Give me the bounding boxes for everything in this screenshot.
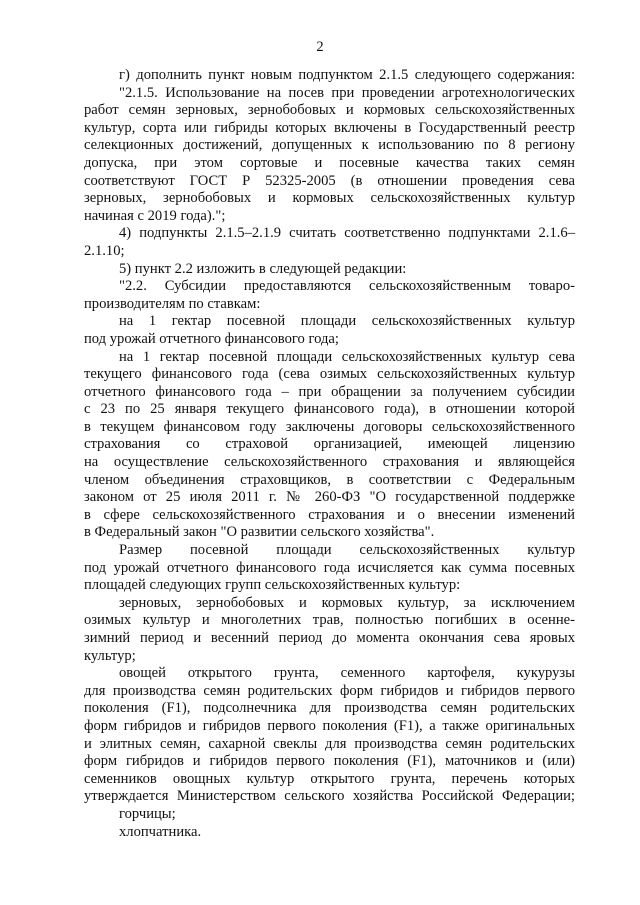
text-line: 4) подпункты 2.1.5–2.1.9 считать соответственно подпунктами 2.1.6– bbox=[119, 225, 575, 242]
text-line: озимых культур и многолетних трав, полностью погибших в осенне- bbox=[84, 612, 575, 629]
text-line: страхования со страховой организацией, имеющей лицензию bbox=[84, 436, 575, 453]
text-line: и элитных семян, сахарной свеклы для производства семян родительских bbox=[84, 735, 575, 752]
text-line: поколения (F1), подсолнечника для производства семян родительских bbox=[84, 700, 575, 717]
text-line: форм гибридов и гибридов первого поколения (F1), маточников и (или) bbox=[84, 753, 575, 770]
document-body bbox=[84, 67, 575, 841]
text-line: текущего финансового года (сева озимых сельскохозяйственных культур bbox=[84, 366, 575, 383]
text-line: зимний период и весенний период до момента окончания сева яровых bbox=[84, 630, 575, 646]
text-line: 2.1.10; bbox=[84, 242, 125, 259]
text-line: начиная с 2019 года)."; bbox=[84, 207, 226, 224]
text-line: культур; bbox=[84, 647, 136, 664]
text-line: "2.1.5. Использование на посев при проведении агротехнологических bbox=[119, 84, 575, 101]
text-line: на осуществление сельскохозяйственного страхования и являющейся bbox=[84, 454, 575, 471]
text-line: семенников овощных культур открытого грунта, перечень которых bbox=[84, 770, 575, 787]
text-line: культур, сорта или гибриды которых включены в Государственный реестр bbox=[84, 119, 575, 136]
text-line: законом от 25 июля 2011 г. № 260-ФЗ "О государственной поддержке bbox=[84, 489, 575, 506]
text-line: горчицы; bbox=[119, 805, 176, 822]
text-line: зерновых, зернобобовых и кормовых культур, за исключением bbox=[119, 594, 575, 611]
text-line: селекционных достижений, допущенных к использованию по 8 региону bbox=[84, 137, 575, 154]
text-line: работ семян зерновых, зернобобовых и кормовых сельскохозяйственных bbox=[84, 102, 575, 119]
text-line: в текущем финансовом году заключены договоры сельскохозяйственного bbox=[84, 418, 575, 435]
text-line: на 1 гектар посевной площади сельскохозяйственных культур bbox=[119, 313, 575, 330]
text-line: зерновых, зернобобовых и кормовых сельскохозяйственных культур bbox=[84, 190, 575, 207]
text-line: форм гибридов и гибридов первого поколения (F1), а также оригинальных bbox=[84, 717, 575, 734]
page-number: 2 bbox=[316, 39, 324, 55]
text-line: допуска, при этом сортовые и посевные качества таких семян bbox=[84, 154, 575, 171]
text-line: с 23 по 25 января текущего финансового года), в отношении которой bbox=[84, 401, 575, 418]
text-line: под урожай отчетного финансового года; bbox=[84, 330, 339, 347]
text-line: под урожай отчетного финансового года исчисляется как сумма посевных bbox=[84, 559, 575, 576]
text-line: "2.2. Субсидии предоставляются сельскохозяйственным товаро- bbox=[119, 278, 575, 295]
text-line: соответствуют ГОСТ Р 52325-2005 (в отношении проведения сева bbox=[84, 172, 575, 189]
text-line: производителям по ставкам: bbox=[84, 295, 261, 312]
text-line: 5) пункт 2.2 изложить в следующей редакции: bbox=[119, 260, 407, 277]
text-line: на 1 гектар посевной площади сельскохозяйственных культур сева bbox=[119, 348, 575, 365]
text-line: утверждается Министерством сельского хозяйства Российской Федерации; bbox=[84, 788, 575, 805]
text-line: в Федеральный закон "О развитии сельского хозяйства". bbox=[84, 524, 435, 541]
text-line: хлопчатника. bbox=[119, 823, 202, 840]
text-line: для производства семян родительских форм гибридов и гибридов первого bbox=[84, 682, 575, 699]
text-line: Размер посевной площади сельскохозяйственных культур bbox=[119, 542, 575, 559]
text-line: в сфере сельскохозяйственного страхования и о внесении изменений bbox=[84, 506, 575, 523]
text-line: овощей открытого грунта, семенного картофеля, кукурузы bbox=[119, 665, 575, 682]
text-line: членом объединения страховщиков, в соответствии с Федеральным bbox=[84, 471, 575, 488]
text-line: отчетного финансового года – при обращении за получением субсидии bbox=[84, 383, 575, 400]
text-line: г) дополнить пункт новым подпунктом 2.1.5 следующего содержания: bbox=[119, 67, 575, 83]
text-line: площадей следующих групп сельскохозяйственных культур: bbox=[84, 577, 461, 594]
